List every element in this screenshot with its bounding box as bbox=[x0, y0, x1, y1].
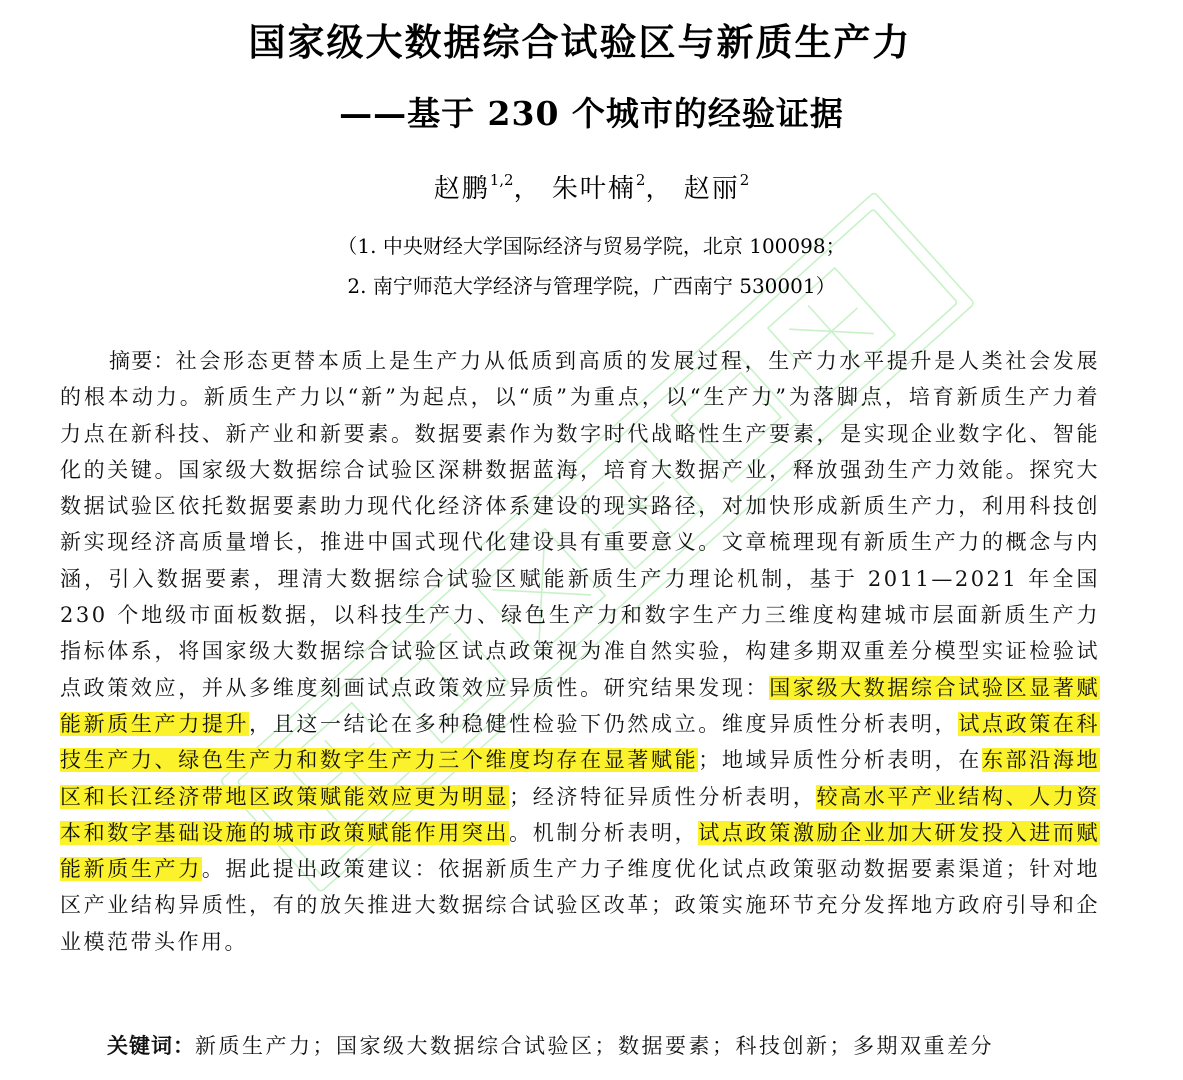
author-affiliation-marker: 2 bbox=[739, 171, 750, 189]
paper-subtitle: ——基于 230 个城市的经验证据 bbox=[339, 94, 844, 133]
keywords-label: 关键词： bbox=[107, 1034, 195, 1058]
abstract-segment: 。机制分析表明， bbox=[509, 820, 699, 845]
abstract-highlight: 国家级大数据综合试验区显著赋能新质生产力提升 bbox=[60, 675, 1101, 736]
abstract-segment: 社会形态更替本质上是生产力从低质到高质的发展过程，生产力水平提升是人类社会发展的根本动力。新质生产力以“新”为起点，以“质”为重点，以“生产力”为落脚点，培育新质生产力着力点在新科技、新产业和新要素。数据要素作为数字时代战略性生产要素，是实现企业数字化、智能化的关键。国家级大数据综合试验区深耕数据蓝海，培育大数据产业，释放强劲生产力效能。探究大数据试验区依托数据要素助力现代化经济体系建设的现实路径，对加快形成新质生产力，利用科技创新实现经济高质量增长，推进中国式现代化建设具有重要意义。文章梳理现有新质生产力的概念与内涵，引入数据要素，理清大数据综合试验区赋能新质生产力理论机制，基于 2011—2021 年全国 230 个地级市面板数据，以科技生产力、绿色生产力和数字生产力三维度构建城市层面新质生产力指标体系，将国家级大数据综合试验区试点政策视为准自然实验，构建多期双重差分模型实证检验试点政策效应，并从多维度刻画试点政策效应异质性。研究结果发现： bbox=[60, 349, 1100, 700]
abstract-segment: ；经济特征异质性分析表明， bbox=[509, 784, 817, 809]
author-separator: ， bbox=[645, 174, 674, 204]
keywords-text: 新质生产力；国家级大数据综合试验区；数据要素；科技创新；多期双重差分 bbox=[195, 1034, 994, 1058]
abstract-label: 摘要： bbox=[109, 349, 176, 373]
abstract-segment: ，且这一结论在多种稳健性检验下仍然成立。维度异质性分析表明， bbox=[249, 711, 959, 736]
paper-title: 国家级大数据综合试验区与新质生产力 bbox=[248, 21, 912, 64]
author-affiliation-marker: 1,2 bbox=[489, 171, 514, 189]
abstract-highlight: 试点政策激励企业加大研发投入进而赋能新质生产力 bbox=[60, 820, 1101, 882]
affiliation-line-2: 2. 南宁师范大学经济与管理学院，广西南宁 530001） bbox=[347, 274, 836, 298]
abstract-highlight: 较高水平产业结构、人力资本和数字基础设施的城市政策赋能作用突出 bbox=[60, 784, 1101, 845]
abstract-body bbox=[60, 343, 1100, 960]
keywords bbox=[107, 1030, 1107, 1060]
abstract-segment: 。据此提出政策建议：依据新质生产力子维度优化试点政策驱动数据要素渠道；针对地区产业结构异质性，有的放矢推进大数据综合试验区改革；政策实施环节充分发挥地方政府引导和企业模范带头作用。 bbox=[60, 857, 1101, 954]
author-affiliation-marker: 2 bbox=[635, 171, 646, 189]
author-name: 赵丽 bbox=[683, 174, 740, 204]
author-separator: ， bbox=[513, 174, 542, 204]
abstract-segment: ；地域异质性分析表明，在 bbox=[698, 748, 982, 773]
abstract-highlight: 东部沿海地区和长江经济带地区政策赋能效应更为明显 bbox=[60, 748, 1101, 809]
author-list bbox=[0, 168, 1183, 205]
abstract bbox=[60, 343, 1100, 960]
author-name: 赵鹏 bbox=[433, 174, 490, 204]
abstract-highlight: 试点政策在科技生产力、绿色生产力和数字生产力三个维度均存在显著赋能 bbox=[60, 711, 1101, 773]
author-name: 朱叶楠 bbox=[551, 174, 636, 204]
affiliation-line-1: （1. 中央财经大学国际经济与贸易学院，北京 100098； bbox=[337, 234, 846, 258]
